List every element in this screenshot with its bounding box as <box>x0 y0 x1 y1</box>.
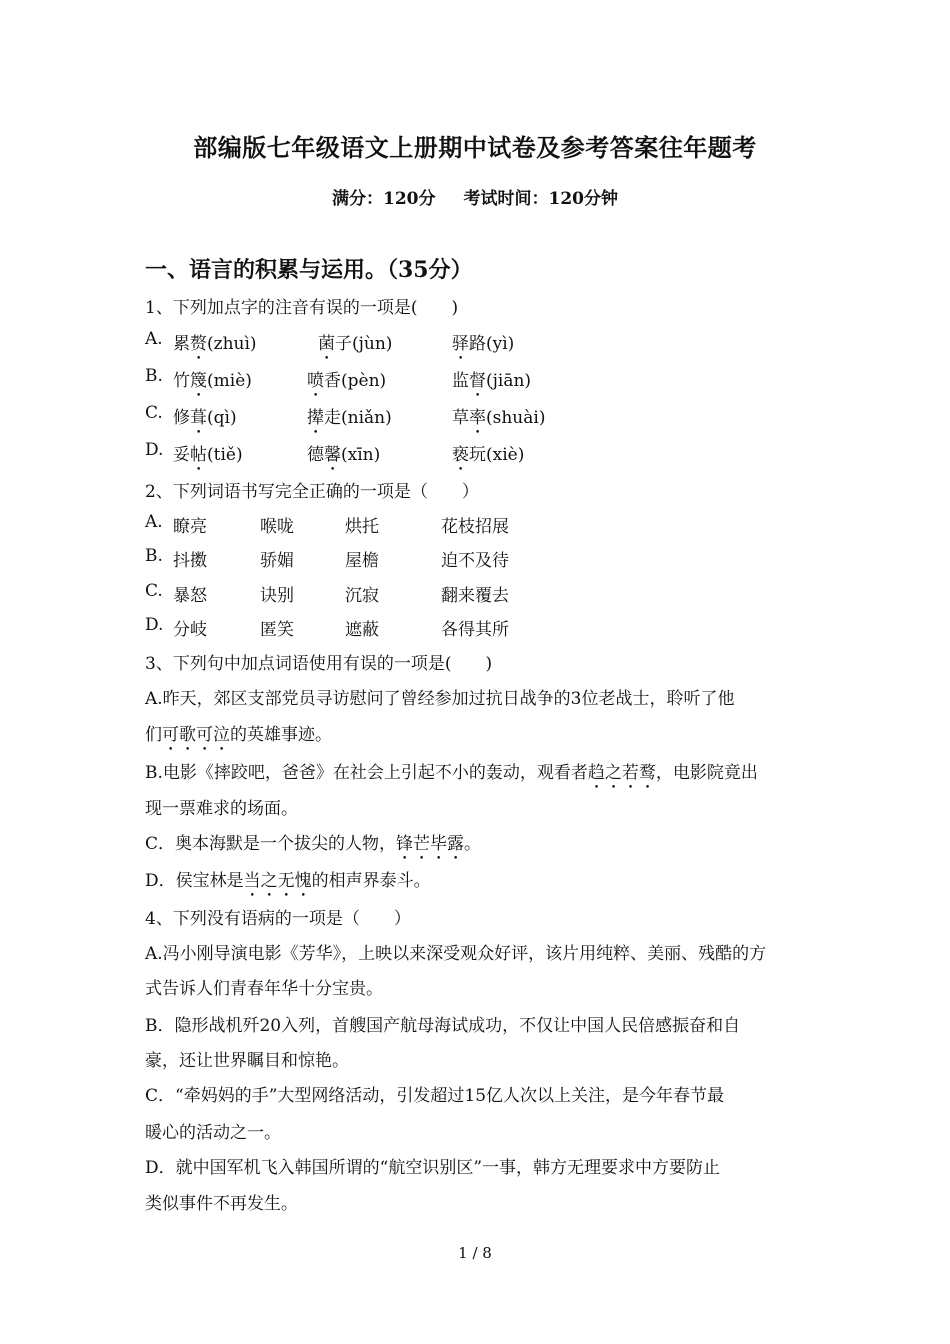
q1-option-b-item2: 喷香(pèn) <box>307 371 387 391</box>
q1-option-b-item3: 监督(jiān) <box>452 371 532 391</box>
page-number: 1 / 8 <box>458 1244 492 1262</box>
q1-option-a-item3: 驿路(yì) <box>452 334 515 354</box>
q1-option-b-label: B. <box>145 366 163 386</box>
q1-option-c-item2: 撵走(niǎn) <box>307 408 392 428</box>
q2-option-c-word3: 沉寂 <box>345 586 379 606</box>
q1-option-c-item1: 修葺(qì) <box>173 408 237 428</box>
q2-option-a-word2: 喉咙 <box>260 517 294 537</box>
q2-option-b-word4: 迫不及待 <box>441 551 509 571</box>
q2-option-a-word3: 烘托 <box>345 517 379 537</box>
q2-option-d-word2: 匿笑 <box>260 620 294 640</box>
page-title: 部编版七年级语文上册期中试卷及参考答案往年题考 <box>193 133 757 162</box>
q4-option-d-line2: 类似事件不再发生。 <box>145 1194 298 1214</box>
q1-option-d-label: D. <box>145 440 164 460</box>
q3-option-c: C．奥本海默是一个拔尖的人物，锋芒毕露。 <box>145 834 482 854</box>
q2-option-c-label: C. <box>145 581 163 601</box>
exam-info <box>0 184 950 209</box>
q4-option-b-line1: B．隐形战机歼20入列，首艘国产航母海试成功，不仅让中国人民倍感振奋和自 <box>145 1016 741 1036</box>
q2-option-d-word1: 分岐 <box>173 620 207 640</box>
exam-time: 考试时间：120分钟 <box>463 189 618 209</box>
q4-stem: 4、下列没有语病的一项是（ ） <box>145 909 411 929</box>
q1-option-d-item2: 德馨(xīn) <box>307 445 381 465</box>
q4-option-b-line2: 豪，还让世界瞩目和惊艳。 <box>145 1051 349 1071</box>
q2-option-b-word3: 屋檐 <box>345 551 379 571</box>
q3-option-a-line1: A.昨天，郊区支部党员寻访慰问了曾经参加过抗日战争的3位老战士，聆听了他 <box>145 689 735 709</box>
q1-option-d-item1: 妥帖(tiě) <box>173 445 243 465</box>
q2-option-b-word1: 抖擞 <box>173 551 207 571</box>
full-marks: 满分：120分 <box>332 189 436 209</box>
q1-option-c-item3: 草率(shuài) <box>452 408 546 428</box>
q1-option-a-item2: 菌子(jùn) <box>318 334 393 354</box>
q2-option-c-word2: 诀别 <box>260 586 294 606</box>
q2-option-d-word3: 遮蔽 <box>345 620 379 640</box>
q1-option-c-label: C. <box>145 403 163 423</box>
q3-option-a-line2: 们可歌可泣的英雄事迹。 <box>145 725 332 745</box>
q4-option-d-line1: D．就中国军机飞入韩国所谓的“航空识别区”一事，韩方无理要求中方要防止 <box>145 1158 721 1178</box>
q3-option-b-line1: B.电影《摔跤吧，爸爸》在社会上引起不小的轰动，观看者趋之若鹜，电影院竟出 <box>145 763 758 783</box>
q2-option-a-word4: 花枝招展 <box>441 517 509 537</box>
q1-option-d-item3: 亵玩(xiè) <box>452 445 525 465</box>
q2-option-c-word1: 暴怒 <box>173 586 207 606</box>
q3-option-b-line2: 现一票难求的场面。 <box>145 799 298 819</box>
q2-option-b-label: B. <box>145 546 163 566</box>
q2-option-c-word4: 翻来覆去 <box>441 586 509 606</box>
q4-option-c-line2: 暖心的活动之一。 <box>145 1123 281 1143</box>
q2-option-a-label: A. <box>145 512 163 532</box>
q2-option-a-word1: 瞭亮 <box>173 517 207 537</box>
q3-stem: 3、下列句中加点词语使用有误的一项是( ) <box>145 654 493 674</box>
q3-option-d: D．侯宝林是当之无愧的相声界泰斗。 <box>145 871 431 891</box>
q4-option-c-line1: C．“牵妈妈的手”大型网络活动，引发超过15亿人次以上关注，是今年春节最 <box>145 1086 725 1106</box>
q1-option-b-item1: 竹篾(miè) <box>173 371 252 391</box>
q2-stem: 2、下列词语书写完全正确的一项是（ ） <box>145 482 479 502</box>
q2-option-d-label: D. <box>145 615 164 635</box>
q1-option-a-label: A. <box>145 329 163 349</box>
section-heading: 一、语言的积累与运用。（35分） <box>145 257 473 283</box>
q2-option-b-word2: 骄媚 <box>260 551 294 571</box>
q1-option-a-item1: 累赘(zhuì) <box>173 334 257 354</box>
q4-option-a-line2: 式告诉人们青春年华十分宝贵。 <box>145 979 383 999</box>
q4-option-a-line1: A.冯小刚导演电影《芳华》，上映以来深受观众好评，该片用纯粹、美丽、残酷的方 <box>145 944 767 964</box>
q2-option-d-word4: 各得其所 <box>441 620 509 640</box>
q1-stem: 1、下列加点字的注音有误的一项是( ) <box>145 298 459 318</box>
